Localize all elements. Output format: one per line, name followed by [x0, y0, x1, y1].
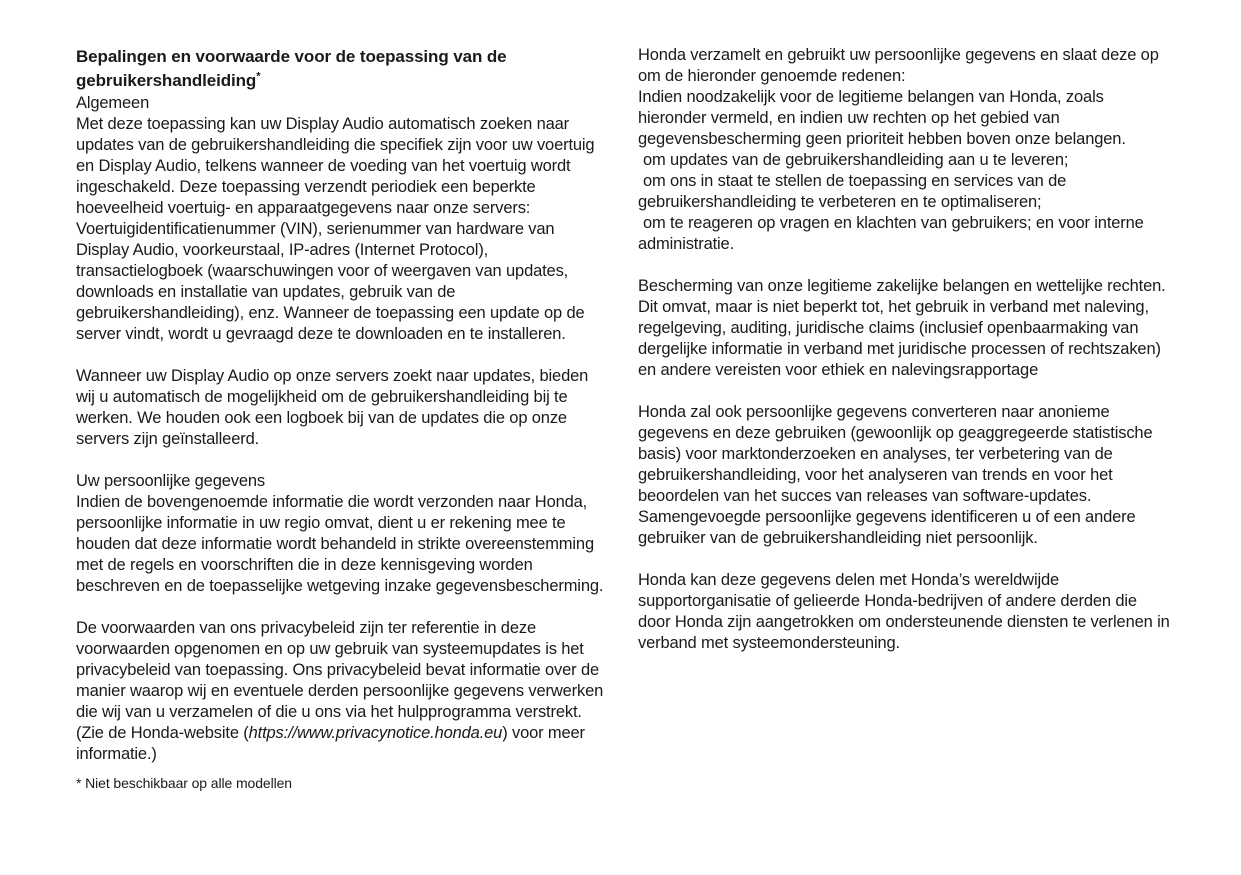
footnote-marker: *: [256, 70, 261, 83]
paragraph-legal-protection: Bescherming van onze legitieme zakelijke belangen en wettelijke rechten. Dit omvat, maar is niet beperkt tot, het gebruik in verband met naleving, regelgeving, auditing, juridische claims (inclusief openbaarmaking van dergelijke informatie in verband met juridische processen of rechtszaken) en andere vereisten voor ethiek en nalevingsrapportage: [638, 277, 1166, 379]
list-item-respond-questions: om te reageren op vragen en klachten van gebruikers; en voor interne administratie.: [638, 214, 1144, 253]
paragraph-update-check: Wanneer uw Display Audio op onze servers zoekt naar updates, bieden wij u automatisch de mogelijkheid om de gebruikershandleiding bij te werken. We houden ook een logboek bij van de updates die op onze servers zijn geïnstalleerd.: [76, 367, 589, 448]
paragraph-anonymous-data: Honda zal ook persoonlijke gegevens converteren naar anonieme gegevens en deze gebruiken (gewoonlijk op geaggregeerde statistische basis) voor marktonderzoeken en analyses, ter verbetering van de gebruikershandleiding, voor het analyseren van trends en voor het beoordelen van het succes van releases van software-updates. Samengevoegde persoonlijke gegevens identificeren u of een andere gebruiker van de gebruikershandleiding niet persoonlijk.: [638, 403, 1153, 547]
privacy-notice-url: https://www.privacynotice.honda.eu: [248, 724, 503, 742]
paragraph-text: ) voor meer informatie.): [76, 724, 585, 763]
paragraph-personal-data: Indien de bovengenoemde informatie die wordt verzonden naar Honda, persoonlijke informatie in uw regio omvat, dient u er rekening mee te houden dat deze informatie wordt behandeld in strikte overeenstemming met de regels en voorschriften die in deze kennisgeving worden beschreven en de toepasselijke wetgeving inzake gegevensbescherming.: [76, 493, 604, 595]
left-column: [76, 45, 609, 792]
paragraph-privacy-policy: [76, 618, 609, 765]
list-item-improve-services: om ons in staat te stellen de toepassing en services van de gebruikershandleiding te verbeteren en te optimaliseren;: [638, 172, 1067, 211]
right-column: [638, 45, 1171, 654]
paragraph-text: De voorwaarden van ons privacybeleid zijn ter referentie in deze voorwaarden opgenomen en op uw gebruik van systeemupdates is het privacybeleid van toepassing. Ons privacybeleid bevat informatie over de manier waarop wij en eventuele derden persoonlijke gegevens verwerken die wij van u verzamelen of die u ons via het hulpprogramma verstrekt. (Zie de Honda-website (: [76, 619, 604, 742]
page-title: [76, 45, 609, 93]
section-heading-general: Algemeen: [76, 94, 150, 112]
footnote-availability: * Niet beschikbaar op alle modellen: [76, 775, 292, 791]
list-item-deliver-updates: om updates van de gebruikershandleiding aan u te leveren;: [643, 151, 1069, 169]
paragraph-app-description: Met deze toepassing kan uw Display Audio automatisch zoeken naar updates van de gebruikershandleiding die specifiek zijn voor uw voertuig en Display Audio, telkens wanneer de voeding van het voertuig wordt ingeschakeld. Deze toepassing verzendt periodiek een beperkte hoeveelheid voertuig- en apparaatgegevens naar onze servers: Voertuigidentificatienummer (VIN), serienummer van hardware van Display Audio, voorkeurstaal, IP-adres (Internet Protocol), transactielogboek (waarschuwingen voor of weergaven van updates, downloads en installatie van updates, gebruik van de gebruikershandleiding), enz. Wanneer de toepassing een update op de server vindt, wordt u gevraagd deze te downloaden en te installeren.: [76, 115, 595, 343]
page-title-text: Bepalingen en voorwaarde voor de toepassing van de gebruikershandleiding: [76, 47, 507, 90]
paragraph-data-sharing: Honda kan deze gegevens delen met Honda’s wereldwijde supportorganisatie of gelieerde Honda-bedrijven of andere derden die door Honda zijn aangetrokken om ondersteunende diensten te verlenen in verband met systeemondersteuning.: [638, 571, 1170, 652]
section-heading-personal-data: Uw persoonlijke gegevens: [76, 472, 266, 490]
paragraph-legitimate-interests: Indien noodzakelijk voor de legitieme belangen van Honda, zoals hieronder vermeld, en indien uw rechten op het gebied van gegevensbescherming geen prioriteit hebben boven onze belangen.: [638, 88, 1126, 148]
paragraph-data-collection-intro: Honda verzamelt en gebruikt uw persoonlijke gegevens en slaat deze op om de hieronder genoemde redenen:: [638, 46, 1159, 85]
